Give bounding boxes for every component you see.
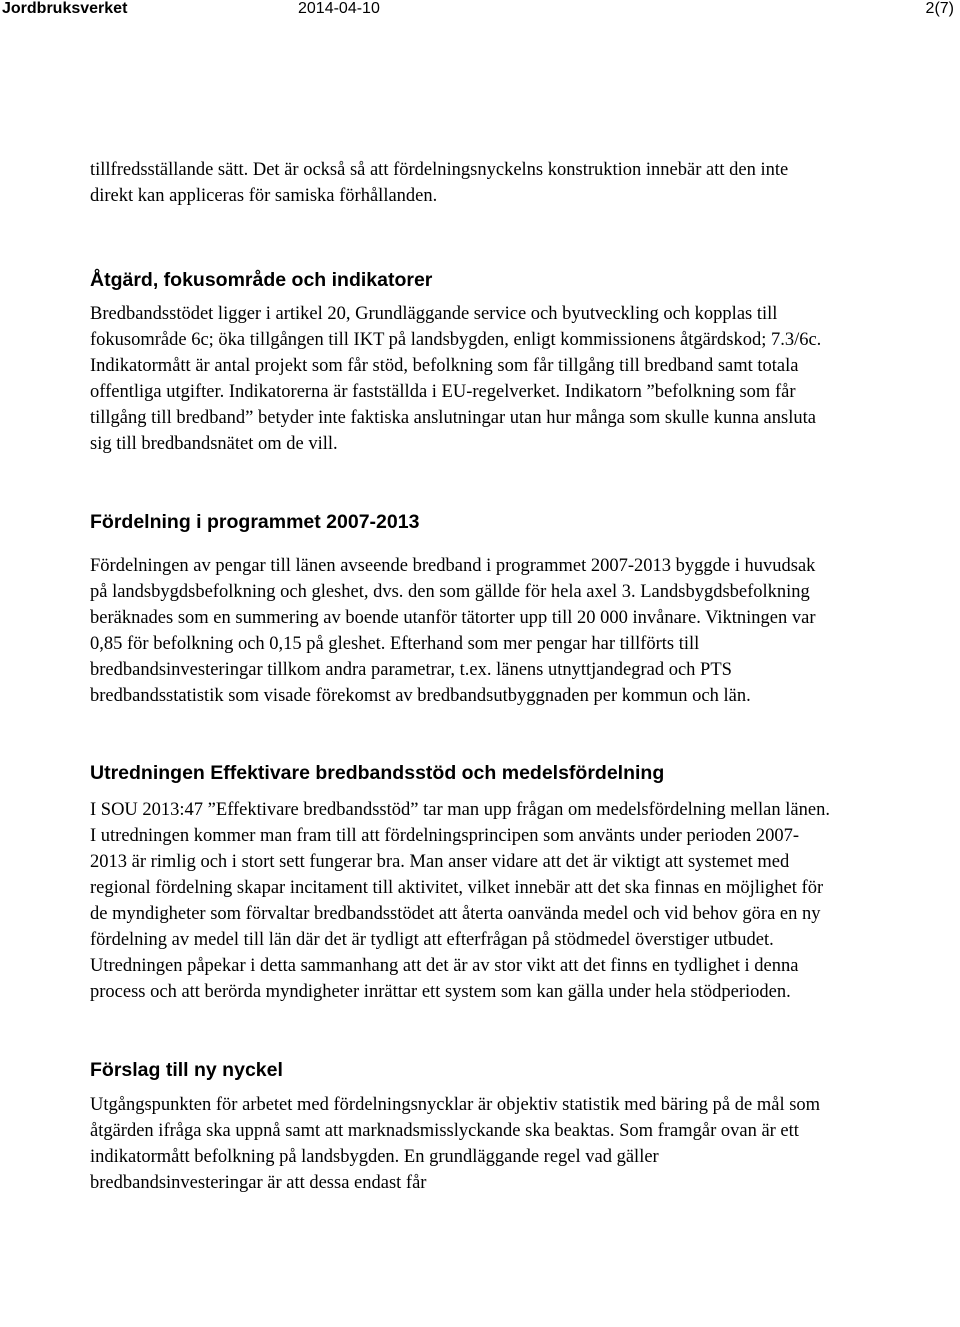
document-date: 2014-04-10 [298,0,380,17]
document-body [90,157,835,1196]
section-paragraph-forslag: Utgångspunkten för arbetet med fördelningsnycklar är objektiv statistik med bäring på de mål som åtgärden ifråga ska uppnå samt att marknadsmisslyckande ska beaktas. Som framgår ovan är ett indikatormått befolkning på landsbygden. En grundläggande regel vad gäller bredbandsinvesteringar är att dessa endast får [90,1095,821,1193]
page-number: 2(7) [925,0,954,17]
intro-paragraph: tillfredsställande sätt. Det är också så att fördelningsnyckelns konstruktion innebär att den inte direkt kan appliceras för samiska förhållanden. [90,160,789,206]
page-header [0,0,960,24]
organization-name: Jordbruksverket [2,0,128,17]
section-paragraph-atgard: Bredbandsstödet ligger i artikel 20, Grundläggande service och byutveckling och kopplas till fokusområde 6c; öka tillgången till IKT på landsbygden, enligt kommissionens åtgärdskod; 7.3/6c. Indikatormått är antal projekt som får stöd, befolkning som får tillgång till bredband samt totala offentliga utgifter. Indikatorerna är fastställda i EU-regelverket. Indikatorn ”befolkning som får tillgång till bredband” betyder inte faktiska anslutningar utan hur många som skulle kunna ansluta sig till bredbandsnätet om de vill. [90,304,822,454]
section-paragraph-utredningen: I SOU 2013:47 ”Effektivare bredbandsstöd” tar man upp frågan om medelsfördelning mellan länen. I utredningen kommer man fram till att fördelningsprincipen som använts under perioden 2007-2013 är rimlig och i stort sett fungerar bra. Man anser vidare att det är viktigt att systemet med regional fördelning skapar incitament till aktivitet, vilket innebär att det ska finnas en möjlighet för de myndigheter som förvaltar bredbandsstödet att återta oanvända medel och vid behov göra en ny fördelning av medel till län där det är tydligt att efterfrågan på stödmedel överstiger utbudet. Utredningen påpekar i detta sammanhang att det är av stor vikt att det finns en tydlighet i denna process och att berörda myndigheter inrättar ett system som kan gälla under hela stödperioden. [90,800,830,1002]
section-heading-atgard: Åtgärd, fokusområde och indikatorer [90,269,433,291]
section-heading-fordelning: Fördelning i programmet 2007-2013 [90,511,420,533]
section-heading-utredningen: Utredningen Effektivare bredbandsstöd och medelsfördelning [90,762,665,784]
section-heading-forslag: Förslag till ny nyckel [90,1059,283,1081]
section-paragraph-fordelning: Fördelningen av pengar till länen avseende bredband i programmet 2007-2013 byggde i huvudsak på landsbygdsbefolkning och gleshet, dvs. den som gällde för hela axel 3. Landsbygdsbefolkning beräknades som en summering av boende utanför tätorter upp till 20 000 invånare. Viktningen var 0,85 för befolkning och 0,15 på gleshet. Efterhand som mer pengar har tillförts till bredbandsinvesteringar tillkom andra parametrar, t.ex. länens utnyttjandegrad och PTS bredbandsstatistik som visade förekomst av bredbandsutbyggnaden per kommun och län. [90,556,816,706]
